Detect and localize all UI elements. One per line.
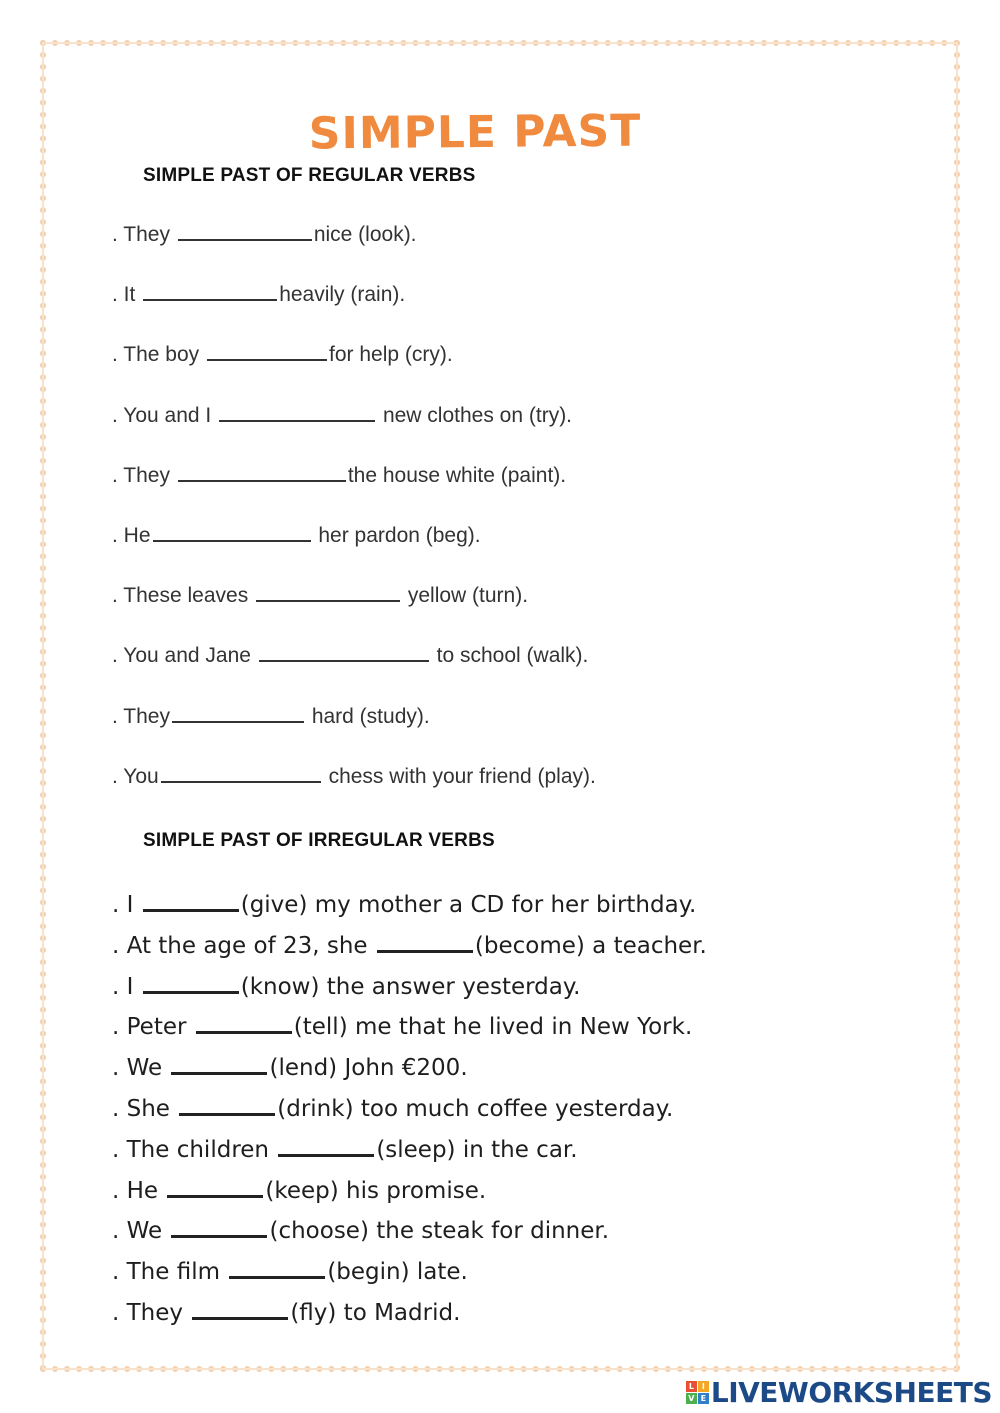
exercise-item: . We (lend) John €200. xyxy=(112,1049,707,1090)
liveworksheets-brand[interactable] xyxy=(686,1376,992,1409)
exercise-item: . We (choose) the steak for dinner. xyxy=(112,1212,707,1253)
exercise-item: . They nice (look). xyxy=(112,218,596,278)
exercise-item: . He (keep) his promise. xyxy=(112,1172,707,1213)
answer-blank[interactable] xyxy=(259,640,429,662)
exercise-item: . He her pardon (beg). xyxy=(112,519,596,579)
logo-letter: L xyxy=(686,1381,697,1392)
exercise-item: . These leaves yellow (turn). xyxy=(112,579,596,639)
answer-blank[interactable] xyxy=(171,1052,267,1075)
logo-letter: V xyxy=(686,1393,697,1404)
exercise-item: . At the age of 23, she (become) a teacher. xyxy=(112,927,707,968)
answer-blank[interactable] xyxy=(153,520,311,542)
exercise-item: . She (drink) too much coffee yesterday. xyxy=(112,1090,707,1131)
exercise-item: . I (give) my mother a CD for her birthday. xyxy=(112,886,707,927)
answer-blank[interactable] xyxy=(207,339,327,361)
answer-blank[interactable] xyxy=(256,580,400,602)
answer-blank[interactable] xyxy=(179,1093,275,1116)
section-heading-irregular: SIMPLE PAST OF IRREGULAR VERBS xyxy=(143,830,495,851)
regular-verbs-list xyxy=(112,218,596,820)
answer-blank[interactable] xyxy=(278,1134,374,1157)
liveworksheets-logo-icon xyxy=(686,1381,709,1404)
exercise-item: . The film (begin) late. xyxy=(112,1253,707,1294)
answer-blank[interactable] xyxy=(171,1215,267,1238)
exercise-item: . You chess with your friend (play). xyxy=(112,760,596,820)
exercise-item: . The children (sleep) in the car. xyxy=(112,1131,707,1172)
exercise-item: . You and Jane to school (walk). xyxy=(112,639,596,699)
answer-blank[interactable] xyxy=(192,1297,288,1320)
answer-blank[interactable] xyxy=(172,701,304,723)
brand-name: LIVEWORKSHEETS xyxy=(710,1376,992,1409)
section-heading-regular: SIMPLE PAST OF REGULAR VERBS xyxy=(143,165,476,186)
exercise-item: . You and I new clothes on (try). xyxy=(112,399,596,459)
exercise-item: . The boy for help (cry). xyxy=(112,338,596,398)
exercise-item: . Peter (tell) me that he lived in New York. xyxy=(112,1008,707,1049)
answer-blank[interactable] xyxy=(178,219,312,241)
logo-letter: E xyxy=(698,1393,709,1404)
exercise-item: . They hard (study). xyxy=(112,700,596,760)
exercise-item: . I (know) the answer yesterday. xyxy=(112,968,707,1009)
exercise-item: . It heavily (rain). xyxy=(112,278,596,338)
exercise-item: . They (fly) to Madrid. xyxy=(112,1294,707,1335)
answer-blank[interactable] xyxy=(219,400,375,422)
answer-blank[interactable] xyxy=(161,761,321,783)
page-title: SIMPLE PAST xyxy=(308,106,642,160)
answer-blank[interactable] xyxy=(143,279,277,301)
answer-blank[interactable] xyxy=(143,971,239,994)
answer-blank[interactable] xyxy=(196,1011,292,1034)
exercise-item: . They the house white (paint). xyxy=(112,459,596,519)
answer-blank[interactable] xyxy=(377,930,473,953)
answer-blank[interactable] xyxy=(143,889,239,912)
answer-blank[interactable] xyxy=(178,460,346,482)
answer-blank[interactable] xyxy=(167,1175,263,1198)
irregular-verbs-list xyxy=(112,886,707,1335)
logo-letter: I xyxy=(698,1381,709,1392)
answer-blank[interactable] xyxy=(229,1256,325,1279)
